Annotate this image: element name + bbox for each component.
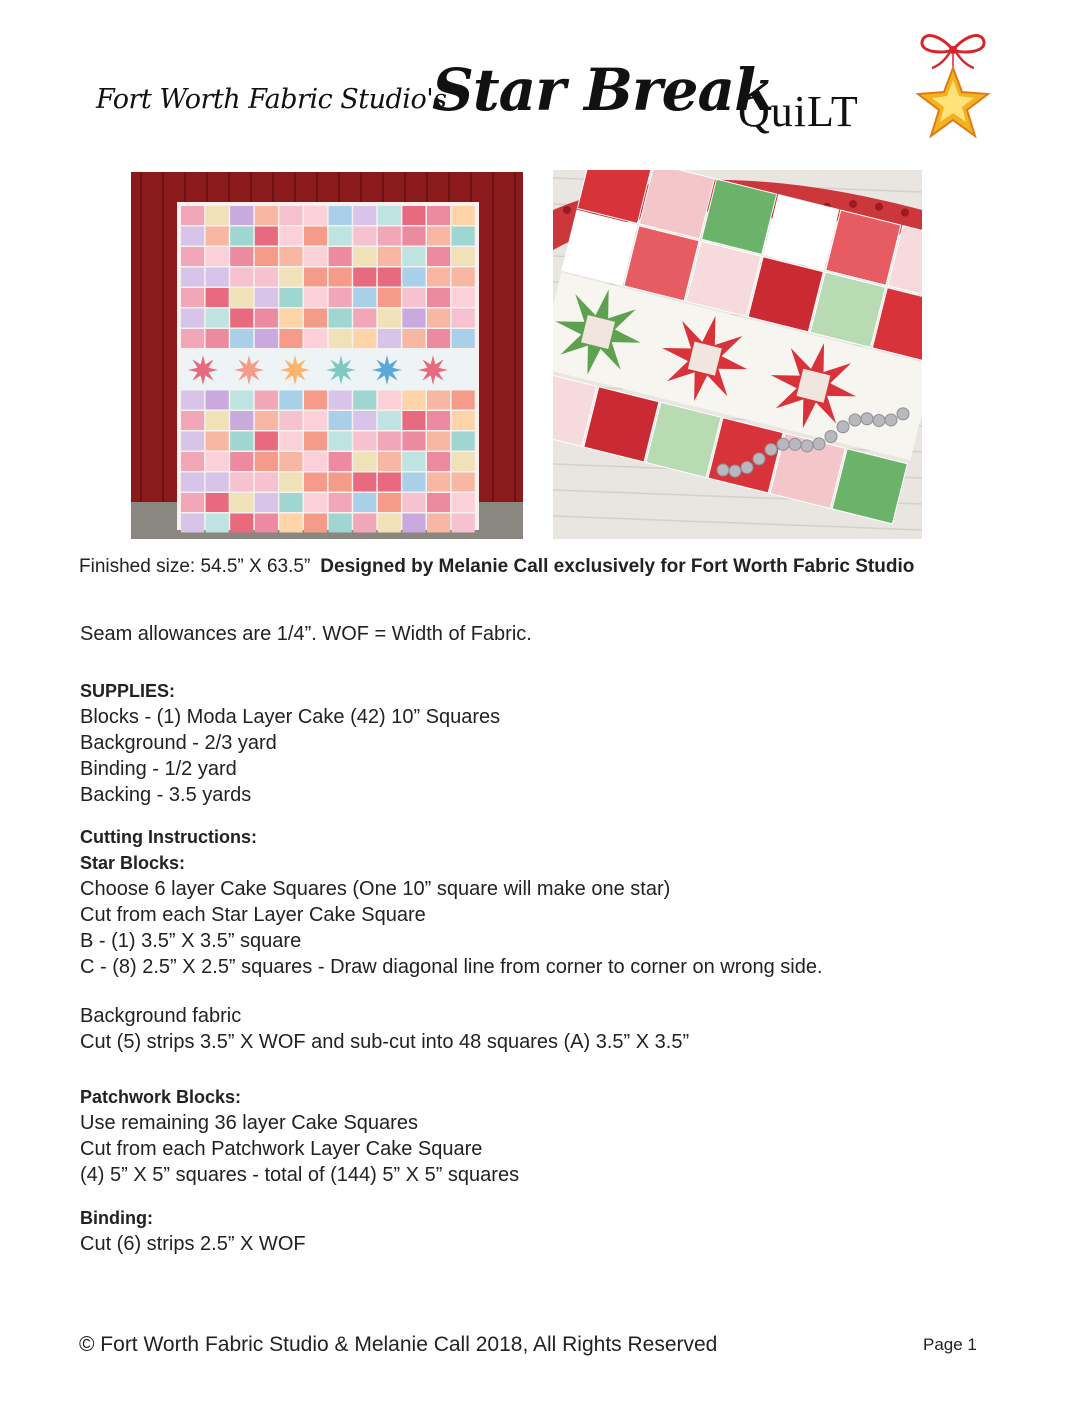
bead-garland [729,465,741,477]
quilt-patch [378,452,401,471]
quilt-patch [452,473,475,492]
quilt-patch [206,206,229,225]
quilt-patch [427,411,450,430]
quilt-patch [329,268,352,287]
quilt-patch [304,227,327,246]
ribbon-dot [875,203,883,211]
star-block [234,355,264,385]
quilt-patch [329,432,352,451]
patchwork-heading: Patchwork Blocks: [80,1087,242,1107]
quilt-patch [329,493,352,512]
quilt-patch [255,432,278,451]
quilt-patch [353,227,376,246]
quilt-patch [353,309,376,328]
quilt-patch [230,493,253,512]
quilt-patch [353,206,376,225]
quilt-patch [353,288,376,307]
quilt-patch [255,329,278,348]
quilt-patch [427,227,450,246]
quilt-patch [402,206,425,225]
quilt-patch [181,329,204,348]
quilt-patch [206,411,229,430]
quilt-patch [255,452,278,471]
patchwork-line: Use remaining 36 layer Cake Squares [80,1112,418,1134]
star-block [188,355,218,385]
bead-garland [897,408,909,420]
seam-note: Seam allowances are 1/4”. WOF = Width of Fabric. [80,623,532,645]
star-cut-line: Choose 6 layer Cake Squares (One 10” square will make one star) [80,878,671,900]
quilt-patch [452,288,475,307]
quilt-patch [427,247,450,266]
quilt-patch [279,391,302,410]
supplies-heading: SUPPLIES: [80,681,176,701]
quilt-patch [255,288,278,307]
quilt-patch [353,268,376,287]
supplies-item: Backing - 3.5 yards [80,784,252,806]
bead-garland [717,464,729,476]
quilt-patch [329,288,352,307]
quilt-patch [230,432,253,451]
quilt-patch [452,247,475,266]
quilt-patch [402,473,425,492]
page-number: Page 1 [923,1335,977,1354]
quilt-patch [402,452,425,471]
quilt-patch [378,432,401,451]
quilt-patch [255,206,278,225]
star-block [326,355,356,385]
quilt-patch [329,329,352,348]
quilt-patch [181,309,204,328]
quilt-patch [206,473,229,492]
supplies-item: Blocks - (1) Moda Layer Cake (42) 10” Squares [80,706,501,728]
quilt-patch [230,514,253,533]
quilt-patch [402,411,425,430]
quilt-patch [378,309,401,328]
patchwork-section [80,1084,519,1188]
bead-garland [873,415,885,427]
quilt-patch [452,227,475,246]
bead-garland [885,414,897,426]
quilt-patch [304,391,327,410]
background-line: Background fabric [80,1005,242,1027]
quilt-patch [206,432,229,451]
quilt-patch [353,329,376,348]
background-fabric-section [80,1003,689,1055]
quilt-patch [304,473,327,492]
quilt-patch [230,452,253,471]
quilt-patch [329,452,352,471]
quilt-patch [206,493,229,512]
quilt-patch [255,493,278,512]
quilt-patch [378,288,401,307]
quilt-patch [304,432,327,451]
quilt-patch [353,452,376,471]
supplies-item: Background - 2/3 yard [80,732,277,754]
quilt-patch [255,227,278,246]
quilt-patch [279,329,302,348]
quilt-patch [378,227,401,246]
quilt-patch [329,514,352,533]
quilt-patch [279,288,302,307]
quilt-patch [329,309,352,328]
quilt-patch [279,473,302,492]
bead-garland [741,461,753,473]
quilt-patch [230,247,253,266]
quilt-patch [427,493,450,512]
quilt-patch [181,432,204,451]
quilt-patch [402,268,425,287]
quilt-patch [279,268,302,287]
quilt-patch [255,268,278,287]
quilt-patch [206,391,229,410]
quilt-photo-barn-image [131,172,523,539]
bead-garland [765,443,777,455]
binding-section [80,1205,306,1257]
quilt-patch [181,288,204,307]
quilt-patch [452,432,475,451]
quilt-patch [378,514,401,533]
quilt-patch [304,309,327,328]
quilt-patch [304,493,327,512]
quilt-patch [452,309,475,328]
bead-garland [777,438,789,450]
quilt-patch [255,391,278,410]
quilt-patch [230,268,253,287]
quilt-patch [255,247,278,266]
quilt-patch [402,329,425,348]
quilt-patch [402,391,425,410]
quilt-patch [206,247,229,266]
star-cut-line: Cut from each Star Layer Cake Square [80,904,426,926]
pattern-title-quilt: QuiLT [738,87,859,136]
quilt-patch [427,309,450,328]
quilt-patch [279,227,302,246]
quilt-patch [206,309,229,328]
quilt-patch [279,493,302,512]
quilt-patch [255,514,278,533]
quilt-patch [353,247,376,266]
ribbon-dot [901,209,909,217]
quilt-patch [230,473,253,492]
quilt-patch [279,411,302,430]
quilt-patch [452,206,475,225]
quilt-patch [181,268,204,287]
quilt-patch [181,391,204,410]
quilt-patch [353,432,376,451]
quilt-patch [181,473,204,492]
quilt-patch [255,411,278,430]
quilt-patch [230,206,253,225]
quilt-patch [181,227,204,246]
quilt-patch [378,391,401,410]
bead-garland [849,414,861,426]
quilt-patch [304,206,327,225]
cutting-heading: Cutting Instructions: [80,827,257,847]
quilt-patch [304,514,327,533]
star-block [372,355,402,385]
quilt-patch [427,391,450,410]
quilt-patch [230,309,253,328]
quilt-patch [427,206,450,225]
ribbon-dot [563,206,571,214]
quilt-patch [230,329,253,348]
bead-garland [753,453,765,465]
quilt-patch [304,329,327,348]
designer-credit: Designed by Melanie Call exclusively for Fort Worth Fabric Studio [320,556,915,577]
quilt-patch [378,493,401,512]
quilt-patch [279,432,302,451]
quilt-patch [230,411,253,430]
quilt-patch [329,473,352,492]
quilt-patch [279,206,302,225]
copyright-footer: © Fort Worth Fabric Studio & Melanie Call 2018, All Rights Reserved [79,1333,718,1356]
quilt-patch [329,247,352,266]
quilt-patch [427,514,450,533]
quilt-patch [329,391,352,410]
quilt-photo-closeup [553,170,922,539]
cutting-section [80,824,823,980]
quilt-patch [181,514,204,533]
quilt-patch [452,411,475,430]
quilt-patch [206,329,229,348]
supplies-section [80,678,500,808]
quilt-patch [206,514,229,533]
quilt-patch [452,268,475,287]
quilt-patch [304,411,327,430]
quilt-patch [230,227,253,246]
quilt-patch [206,268,229,287]
ribbon-dot [849,200,857,208]
quilt-patch [255,473,278,492]
quilt-patch [181,493,204,512]
quilt-photo-closeup-image [553,170,922,539]
quilt-patch [329,411,352,430]
quilt-patch [452,493,475,512]
quilt-patch [353,473,376,492]
binding-heading: Binding: [80,1208,153,1228]
background-line: Cut (5) strips 3.5” X WOF and sub-cut into 48 squares (A) 3.5” X 3.5” [80,1031,690,1053]
binding-line: Cut (6) strips 2.5” X WOF [80,1233,306,1255]
quilt-patch [427,288,450,307]
patchwork-line: (4) 5” X 5” squares - total of (144) 5” X 5” squares [80,1164,520,1186]
quilt-patch [181,206,204,225]
bead-garland [789,438,801,450]
quilt-patch [378,206,401,225]
quilt-patch [402,493,425,512]
quilt-patch [427,432,450,451]
quilt-patch [353,391,376,410]
quilt-patch [255,309,278,328]
quilt-patch [304,247,327,266]
quilt-patch [304,268,327,287]
star-ornament-icon [912,28,994,146]
bead-garland [813,438,825,450]
quilt-patch [279,309,302,328]
quilt-patch [329,206,352,225]
quilt-patch [206,452,229,471]
studio-name: Fort Worth Fabric Studio's [96,84,447,115]
pattern-title: Star Break [432,56,774,124]
finished-size: Finished size: 54.5” X 63.5” [79,556,311,577]
bead-garland [837,421,849,433]
quilt-patch [279,514,302,533]
quilt-patch [378,268,401,287]
quilt-patch [378,247,401,266]
star-block [418,355,448,385]
quilt-photo-barn [131,172,523,539]
quilt-patch [206,288,229,307]
quilt-patch [378,473,401,492]
quilt-patch [230,391,253,410]
star-blocks-heading: Star Blocks: [80,853,186,873]
quilt-patch [329,227,352,246]
quilt-patch [452,514,475,533]
quilt-patch [304,452,327,471]
quilt-patch [452,329,475,348]
quilt-patch [427,452,450,471]
bead-garland [825,430,837,442]
quilt-patch [353,493,376,512]
quilt-patch [230,288,253,307]
quilt-patch [353,411,376,430]
quilt-patch [304,288,327,307]
page-header [0,0,1088,165]
quilt-patch [206,227,229,246]
quilt-patch [378,411,401,430]
quilt-patch [402,227,425,246]
quilt-patch [402,514,425,533]
quilt-patch [181,247,204,266]
quilt-patch [279,247,302,266]
star-block [280,355,310,385]
quilt-patch [402,432,425,451]
quilt-patch [279,452,302,471]
quilt-patch [452,452,475,471]
quilt-patch [427,473,450,492]
star-cut-line: C - (8) 2.5” X 2.5” squares - Draw diagonal line from corner to corner on wrong side. [80,956,823,978]
quilt-patch [181,452,204,471]
bead-garland [861,413,873,425]
quilt-patch [378,329,401,348]
quilt-patch [402,288,425,307]
supplies-item: Binding - 1/2 yard [80,758,237,780]
star-cut-line: B - (1) 3.5” X 3.5” square [80,930,302,952]
patchwork-line: Cut from each Patchwork Layer Cake Square [80,1138,483,1160]
quilt-patch [402,309,425,328]
quilt-patch [427,329,450,348]
quilt-patch [452,391,475,410]
quilt-patch [353,514,376,533]
bead-garland [801,440,813,452]
quilt-patch [402,247,425,266]
quilt-patch [427,268,450,287]
finished-size-line [79,556,914,578]
quilt-patch [181,411,204,430]
